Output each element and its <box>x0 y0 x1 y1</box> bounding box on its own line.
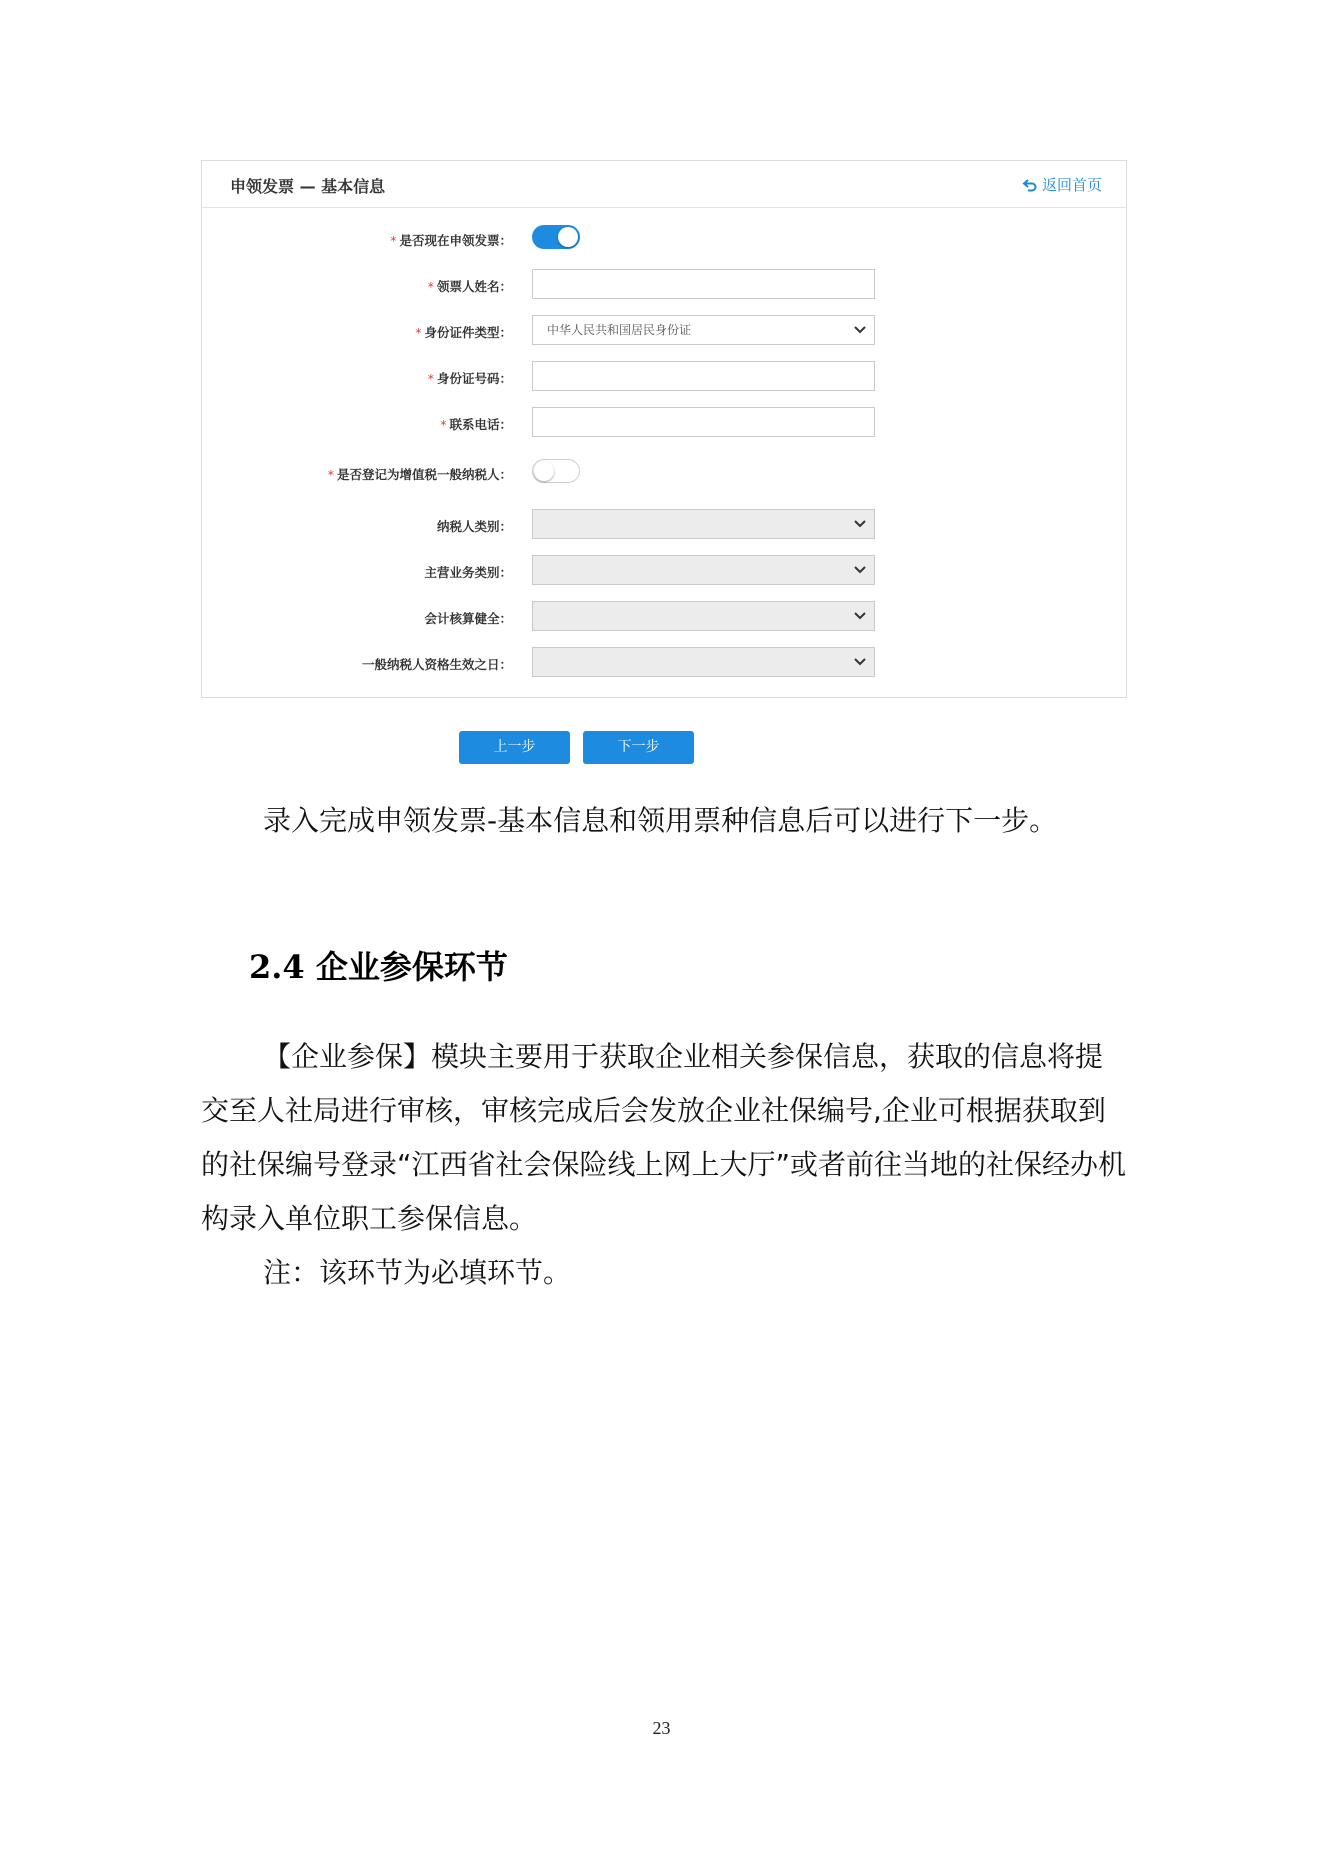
back-home-label: 返回首页 <box>1041 176 1102 194</box>
field-label: * 是否现在申领发票： <box>390 233 512 248</box>
phone-input[interactable] <box>532 407 875 437</box>
field-general-taxpayer <box>202 457 1126 489</box>
panel-title: 申领发票 — 基本信息 <box>230 177 386 196</box>
chevron-down-icon <box>854 657 866 667</box>
field-label: * 是否登记为增值税一般纳税人： <box>327 467 512 482</box>
toggle-knob <box>558 227 578 247</box>
general-taxpayer-toggle[interactable] <box>532 459 580 483</box>
field-label: 主营业务类别： <box>424 565 512 580</box>
field-label: 纳税人类别： <box>436 519 512 534</box>
field-accounting-sound <box>202 601 1126 633</box>
apply-now-toggle[interactable] <box>532 225 580 249</box>
field-apply-now <box>202 223 1126 255</box>
id-type-select[interactable] <box>532 315 875 345</box>
paragraph-note: 注：该环节为必填环节。 <box>263 1256 572 1289</box>
field-label: * 身份证号码： <box>427 371 512 386</box>
field-id-type <box>202 315 1126 347</box>
invoice-form-panel <box>201 160 1127 698</box>
field-label: 一般纳税人资格生效之日： <box>361 657 512 672</box>
taxpayer-category-select[interactable] <box>532 509 875 539</box>
paragraph-body: 【企业参保】模块主要用于获取企业相关参保信息，获取的信息将提交至人社局进行审核，审核完成后会发放企业社保编号,企业可根据获取到的社保编号登录“江西省社会保险线上网上大厅”或者前往当地的社保经办机构录入单位职工参保信息。 <box>201 1040 1127 1235</box>
panel-header <box>202 161 1126 208</box>
prev-step-button[interactable]: 上一步 <box>459 731 570 764</box>
field-business-category <box>202 555 1126 587</box>
field-qualification-date <box>202 647 1126 679</box>
chevron-down-icon <box>854 325 866 335</box>
next-step-button[interactable]: 下一步 <box>583 731 694 764</box>
chevron-down-icon <box>854 611 866 621</box>
return-arrow-icon <box>1022 177 1038 193</box>
id-type-value: 中华人民共和国居民身份证 <box>547 323 692 337</box>
field-id-number <box>202 361 1126 393</box>
toggle-knob <box>534 461 554 481</box>
section-heading: 2.4 企业参保环节 <box>249 948 508 986</box>
field-label: 会计核算健全： <box>424 611 512 626</box>
paragraph-intro: 录入完成申领发票-基本信息和领用票种信息后可以进行下一步。 <box>263 804 1058 837</box>
chevron-down-icon <box>854 519 866 529</box>
id-number-input[interactable] <box>532 361 875 391</box>
recipient-name-input[interactable] <box>532 269 875 299</box>
field-recipient-name <box>202 269 1126 301</box>
chevron-down-icon <box>854 565 866 575</box>
business-category-select[interactable] <box>532 555 875 585</box>
field-taxpayer-category <box>202 509 1126 541</box>
field-label: * 联系电话： <box>440 417 512 432</box>
qualification-date-select[interactable] <box>532 647 875 677</box>
back-home-link[interactable] <box>1022 174 1102 195</box>
field-label: * 身份证件类型： <box>415 325 512 340</box>
accounting-sound-select[interactable] <box>532 601 875 631</box>
field-label: * 领票人姓名： <box>427 279 512 294</box>
page-number: 23 <box>652 1718 671 1738</box>
field-phone <box>202 407 1126 439</box>
